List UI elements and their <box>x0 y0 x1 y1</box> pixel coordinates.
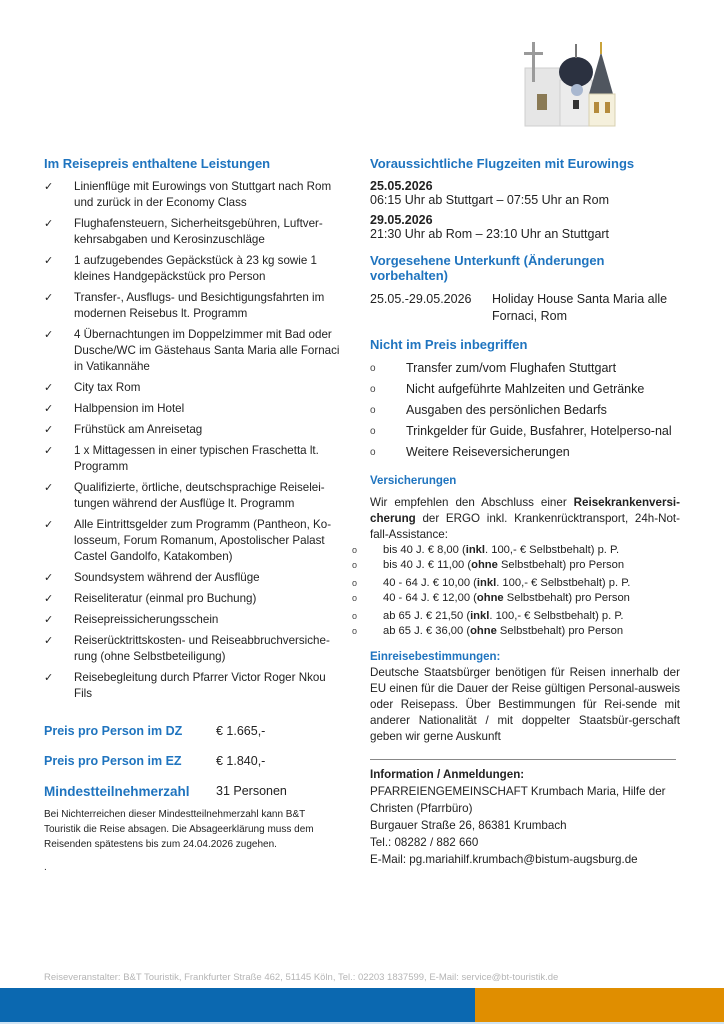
insurance-option-bold: inkl <box>465 544 485 556</box>
included-item-text: Frühstück am Anreisetag <box>74 423 203 436</box>
insurance-option-text: 40 - 64 J. € 12,00 ( <box>383 592 477 604</box>
included-item-text: Reiserücktrittskosten- und Reiseabbruchversiche-rung (ohne Selbstbeteiligung) <box>74 634 330 663</box>
included-item <box>44 422 344 438</box>
insurance-option-text: . 100,- € Selbstbehalt) p. P. <box>496 577 631 589</box>
circle-bullet-icon: o <box>370 426 376 437</box>
price-ez-row <box>44 754 344 768</box>
circle-bullet-icon: o <box>370 363 376 374</box>
insurance-intro-bold: Reisekrankenversi-cherung <box>370 496 680 525</box>
insurance-option <box>352 609 662 624</box>
included-item-text: City tax Rom <box>74 381 141 394</box>
check-icon: ✓ <box>44 519 54 531</box>
included-item-text: Flughafensteuern, Sicherheitsgebühren, Luftver-kehrsabgaben und Kerosinzuschläge <box>74 217 323 246</box>
included-heading: Im Reisepreis enthaltene Leistungen <box>44 156 271 171</box>
excluded-item <box>370 360 680 377</box>
insurance-option <box>352 624 662 639</box>
insurance-option-text: . 100,- € Selbstbehalt) p. P. <box>489 610 624 622</box>
insurance-option-text: Selbstbehalt) pro Person <box>497 559 625 571</box>
circle-bullet-icon: o <box>352 611 358 621</box>
check-icon: ✓ <box>44 218 54 230</box>
check-icon: ✓ <box>44 292 54 304</box>
insurance-option-text: bis 40 J. € 8,00 ( <box>383 544 466 556</box>
check-icon: ✓ <box>44 255 54 267</box>
insurance-option-text: ab 65 J. € 21,50 ( <box>383 610 471 622</box>
contact-address: Burgauer Straße 26, 86381 Krumbach <box>370 819 567 832</box>
included-item <box>44 327 344 375</box>
insurance-option-text: Selbstbehalt) pro Person <box>496 625 624 637</box>
flight-time: 21:30 Uhr ab Rom – 23:10 Uhr an Stuttgart <box>370 227 610 241</box>
circle-bullet-icon: o <box>352 626 358 636</box>
flights-heading: Voraussichtliche Flugzeiten mit Eurowings <box>370 156 635 171</box>
included-item <box>44 517 344 565</box>
min-participants-row <box>44 784 344 799</box>
check-icon: ✓ <box>44 572 54 584</box>
check-icon: ✓ <box>44 181 54 193</box>
insurance-option <box>352 591 662 606</box>
min-participants-label: Mindestteilnehmerzahl <box>44 784 190 799</box>
check-icon: ✓ <box>44 635 54 647</box>
included-item-text: Reisebegleitung durch Pfarrer Victor Roger Nkou Fils <box>74 671 326 700</box>
included-item <box>44 179 344 211</box>
included-item <box>44 401 344 417</box>
insurance-intro-text: Wir empfehlen den Abschluss einer <box>370 496 574 509</box>
included-item <box>44 216 344 248</box>
excluded-item-text: Trinkgelder für Guide, Busfahrer, Hotelperso-nal <box>406 424 672 438</box>
contact-block <box>370 766 680 868</box>
flight-leg <box>370 213 680 241</box>
insurance-option-bold: ohne <box>476 592 504 604</box>
accommodation-row <box>370 291 680 325</box>
accommodation-heading: Vorgesehene Unterkunft (Änderungen vorbehalten) <box>370 253 605 283</box>
included-item-text: Transfer-, Ausflugs- und Besichtigungsfahrten im modernen Reisebus lt. Programm <box>74 291 325 320</box>
included-item-text: Alle Eintrittsgelder zum Programm (Pantheon, Ko-losseum, Forum Romanum, Apostolischer Palast Castel Gandolfo, Katakomben) <box>74 518 332 563</box>
included-item-text: Reiseliteratur (einmal pro Buchung) <box>74 592 257 605</box>
excluded-item-text: Nicht aufgeführte Mahlzeiten und Getränke <box>406 382 645 396</box>
accommodation-name: Holiday House Santa Maria alle Fornaci, Rom <box>492 292 668 323</box>
excluded-item-text: Transfer zum/vom Flughafen Stuttgart <box>406 361 617 375</box>
excluded-item <box>370 402 680 419</box>
excluded-heading: Nicht im Preis inbegriffen <box>370 337 528 352</box>
insurance-option-text: bis 40 J. € 11,00 ( <box>383 559 472 571</box>
insurance-option <box>352 576 662 591</box>
price-ez-value: € 1.840,- <box>216 754 266 768</box>
included-item <box>44 633 344 665</box>
circle-bullet-icon: o <box>370 405 376 416</box>
entry-heading: Einreisebestimmungen: <box>370 651 501 663</box>
contact-phone: Tel.: 08282 / 882 660 <box>370 836 479 849</box>
insurance-options-list <box>352 543 662 639</box>
insurance-heading: Versicherungen <box>370 475 457 487</box>
insurance-option <box>352 558 662 573</box>
excluded-item <box>370 381 680 398</box>
included-item-text: 4 Übernachtungen im Doppelzimmer mit Bad oder Dusche/WC im Gästehaus Santa Maria alle Fornaci in Vatikannähe <box>74 328 340 373</box>
included-item-text: 1 x Mittagessen in einer typischen Fraschetta lt. Programm <box>74 444 319 473</box>
check-icon: ✓ <box>44 482 54 494</box>
circle-bullet-icon: o <box>352 545 358 555</box>
included-item-text: Qualifizierte, örtliche, deutschsprachige Reiselei-tungen während der Ausflüge lt. Programm <box>74 481 325 510</box>
excluded-item <box>370 444 680 461</box>
entry-text: Deutsche Staatsbürger benötigen für Reisen innerhalb der EU einen für die Dauer der Reise gültigen Personal-ausweis oder Reisepass. Über Bestimmungen für Rei-sende mit anderer Nationalität / mit doppelter Staatsbür-gerschaft geben wir gerne Auskunft <box>370 666 680 743</box>
included-item <box>44 253 344 285</box>
church-towers-icon <box>515 38 635 130</box>
included-item <box>44 443 344 475</box>
excluded-item-text: Ausgaben des persönlichen Bedarfs <box>406 403 607 417</box>
check-icon: ✓ <box>44 382 54 394</box>
footer-bar-blue <box>0 988 475 1024</box>
divider <box>370 759 676 760</box>
insurance-option-text: . 100,- € Selbstbehalt) p. P. <box>485 544 620 556</box>
flight-date: 29.05.2026 <box>370 213 433 227</box>
circle-bullet-icon: o <box>352 560 358 570</box>
included-item <box>44 290 344 322</box>
included-list <box>44 179 344 702</box>
insurance-option-bold: ohne <box>471 559 498 571</box>
cancellation-note: Bei Nichterreichen dieser Mindestteilnehmerzahl kann B&T Touristik die Reise absagen. Die Absageerklärung muss dem Reisenden spätestens bis zum 24.04.2026 zugehen. <box>44 809 314 850</box>
check-icon: ✓ <box>44 403 54 415</box>
right-column <box>352 156 680 868</box>
contact-heading: Information / Anmeldungen: <box>370 768 525 781</box>
insurance-option <box>352 543 662 558</box>
circle-bullet-icon: o <box>352 578 358 588</box>
check-icon: ✓ <box>44 424 54 436</box>
flight-leg <box>370 179 680 207</box>
circle-bullet-icon: o <box>352 593 358 603</box>
check-icon: ✓ <box>44 593 54 605</box>
church-logo <box>515 38 635 130</box>
insurance-option-bold: inkl <box>470 610 490 622</box>
excluded-list <box>370 360 680 461</box>
included-item <box>44 670 344 702</box>
trailing-dot: . <box>44 862 47 873</box>
insurance-intro-text: der ERGO inkl. Krankenrücktransport, 24h-Not-fall-Assistance: <box>370 512 680 541</box>
flight-date: 25.05.2026 <box>370 179 433 193</box>
included-item-text: 1 aufzugebendes Gepäckstück à 23 kg sowie 1 kleines Handgepäckstück pro Person <box>74 254 317 283</box>
insurance-option-text: Selbstbehalt) pro Person <box>503 592 630 604</box>
included-item-text: Halbpension im Hotel <box>74 402 185 415</box>
insurance-intro <box>370 495 680 543</box>
included-item <box>44 380 344 396</box>
check-icon: ✓ <box>44 445 54 457</box>
included-item <box>44 570 344 586</box>
included-item-text: Reisepreissicherungsschein <box>74 613 219 626</box>
included-item <box>44 480 344 512</box>
flight-time: 06:15 Uhr ab Stuttgart – 07:55 Uhr an Rom <box>370 193 610 207</box>
insurance-option-bold: ohne <box>470 625 497 637</box>
check-icon: ✓ <box>44 614 54 626</box>
excluded-item-text: Weitere Reiseversicherungen <box>406 445 570 459</box>
contact-email[interactable]: E-Mail: pg.mariahilf.krumbach@bistum-augsburg.de <box>370 853 638 866</box>
insurance-option-bold: inkl <box>476 577 497 589</box>
included-item <box>44 612 344 628</box>
price-dz-label: Preis pro Person im DZ <box>44 724 183 738</box>
included-item-text: Soundsystem während der Ausflüge <box>74 571 260 584</box>
accommodation-dates: 25.05.-29.05.2026 <box>370 292 472 306</box>
check-icon: ✓ <box>44 329 54 341</box>
min-participants-value: 31 Personen <box>216 784 287 798</box>
excluded-item <box>370 423 680 440</box>
price-dz-value: € 1.665,- <box>216 724 266 738</box>
contact-org: PFARREIENGEMEINSCHAFT Krumbach Maria, Hilfe der Christen (Pfarrbüro) <box>370 785 666 815</box>
included-item <box>44 591 344 607</box>
circle-bullet-icon: o <box>370 384 376 395</box>
insurance-option-text: 40 - 64 J. € 10,00 ( <box>383 577 477 589</box>
circle-bullet-icon: o <box>370 447 376 458</box>
price-ez-label: Preis pro Person im EZ <box>44 754 182 768</box>
check-icon: ✓ <box>44 672 54 684</box>
footer-bar-orange <box>475 988 724 1024</box>
price-dz-row <box>44 724 344 738</box>
footer-organizer: Reiseveranstalter: B&T Touristik, Frankfurter Straße 462, 51145 Köln, Tel.: 02203 1837599, E-Mail: service@bt-touristik.de <box>44 972 559 983</box>
insurance-option-text: ab 65 J. € 36,00 ( <box>383 625 471 637</box>
left-column <box>44 156 344 873</box>
included-item-text: Linienflüge mit Eurowings von Stuttgart nach Rom und zurück in der Economy Class <box>74 180 332 209</box>
